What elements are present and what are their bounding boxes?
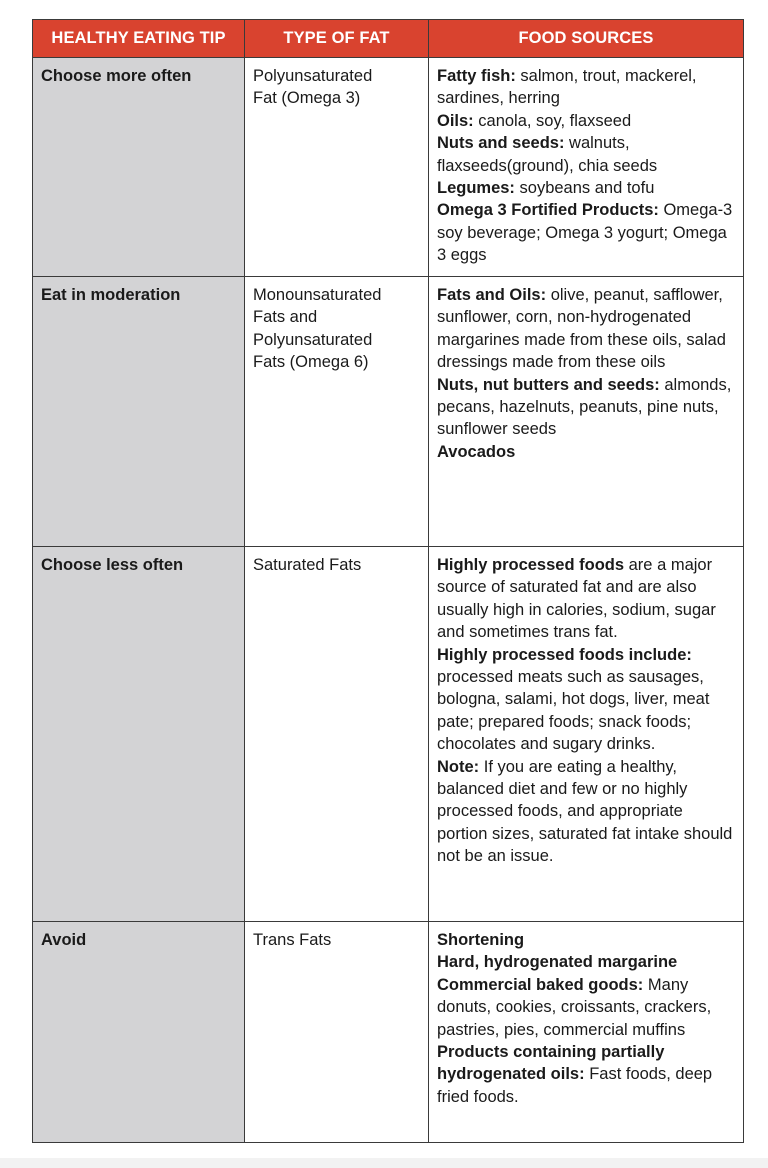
source-detail: are a major source of saturated fat and are also usually high in calories, sodium, sugar and sometimes trans fat. xyxy=(437,556,716,642)
food-sources-cell xyxy=(429,547,744,922)
source-entry xyxy=(437,929,735,951)
tip-cell: Avoid xyxy=(33,922,245,1143)
source-entry xyxy=(437,374,735,441)
food-sources-cell xyxy=(429,922,744,1143)
header-type-of-fat: TYPE OF FAT xyxy=(245,20,429,58)
source-category: Highly processed foods xyxy=(437,556,625,574)
fat-type-line: Fat (Omega 3) xyxy=(253,89,361,108)
header-food-sources: FOOD SOURCES xyxy=(429,20,744,58)
fat-type-line: Polyunsaturated xyxy=(253,67,373,85)
fat-type-cell xyxy=(245,922,429,1143)
source-category: Note: xyxy=(437,757,480,776)
source-entry xyxy=(437,756,735,868)
source-entry xyxy=(437,441,735,463)
fat-type-cell xyxy=(245,277,429,547)
source-entry xyxy=(437,132,735,177)
source-category: Fats and Oils: xyxy=(437,286,547,304)
table-row xyxy=(33,547,744,922)
fat-type-line: Fats (Omega 6) xyxy=(253,353,369,372)
fat-type-line: Trans Fats xyxy=(253,931,332,949)
healthy-fats-table xyxy=(32,19,744,1143)
header-healthy-eating-tip: HEALTHY EATING TIP xyxy=(33,20,245,58)
source-detail: Many donuts, cookies, croissants, crackers, pastries, pies, commercial muffins xyxy=(437,975,712,1039)
source-entry xyxy=(437,644,735,756)
table-row xyxy=(33,58,744,277)
food-sources-cell xyxy=(429,277,744,547)
source-detail: olive, peanut, safflower, sunflower, corn, non-hydrogenated margarines made from these oils, salad dressings made from these oils xyxy=(437,286,726,372)
source-category: Omega 3 Fortified Products: xyxy=(437,201,659,220)
source-detail: canola, soy, flaxseed xyxy=(473,111,632,130)
fat-type-cell xyxy=(245,547,429,922)
source-entry xyxy=(437,554,735,644)
source-detail: salmon, trout, mackerel, sardines, herring xyxy=(437,67,697,108)
source-category: Commercial baked goods: xyxy=(437,975,644,994)
source-category: Nuts, nut butters and seeds: xyxy=(437,375,660,394)
fat-type-line: Fats and xyxy=(253,308,318,327)
fat-type-line: Monounsaturated xyxy=(253,286,382,304)
source-detail: processed meats such as sausages, bologna, salami, hot dogs, liver, meat pate; prepared foods; snack foods; chocolates and sugary drinks. xyxy=(437,668,710,754)
table-header-row xyxy=(33,20,744,58)
tip-cell: Choose less often xyxy=(33,547,245,922)
food-sources-cell xyxy=(429,58,744,277)
source-category: Nuts and seeds: xyxy=(437,134,565,153)
source-entry xyxy=(437,974,735,1041)
source-entry xyxy=(437,199,735,266)
source-detail: walnuts, flaxseeds(ground), chia seeds xyxy=(437,134,658,175)
source-category: Shortening xyxy=(437,931,525,949)
source-entry xyxy=(437,110,735,132)
source-detail: soybeans and tofu xyxy=(514,179,655,198)
source-category: Highly processed foods include: xyxy=(437,645,692,664)
source-detail: almonds, pecans, hazelnuts, peanuts, pine nuts, sunflower seeds xyxy=(437,375,732,439)
tip-cell: Eat in moderation xyxy=(33,277,245,547)
source-category: Oils: xyxy=(437,111,474,130)
source-category: Avocados xyxy=(437,442,516,461)
source-entry xyxy=(437,1041,735,1108)
source-category: Legumes: xyxy=(437,179,515,198)
source-category: Hard, hydrogenated margarine xyxy=(437,953,678,972)
source-entry xyxy=(437,951,735,973)
source-entry xyxy=(437,177,735,199)
table-row xyxy=(33,277,744,547)
bottom-band xyxy=(0,1158,768,1168)
source-entry xyxy=(437,65,735,110)
tip-cell: Choose more often xyxy=(33,58,245,277)
fat-type-line: Polyunsaturated xyxy=(253,330,373,349)
source-category: Fatty fish: xyxy=(437,67,516,85)
fat-type-cell xyxy=(245,58,429,277)
source-detail: Fast foods, deep fried foods. xyxy=(437,1065,713,1106)
source-entry xyxy=(437,284,735,374)
source-detail: If you are eating a healthy, balanced diet and few or no highly processed foods, and appropriate portion sizes, saturated fat intake should not be an issue. xyxy=(437,757,733,866)
table-row xyxy=(33,922,744,1143)
fat-type-line: Saturated Fats xyxy=(253,556,362,574)
source-detail: Omega-3 soy beverage; Omega 3 yogurt; Omega 3 eggs xyxy=(437,201,733,265)
source-category: Products containing partially hydrogenated oils: xyxy=(437,1043,665,1084)
